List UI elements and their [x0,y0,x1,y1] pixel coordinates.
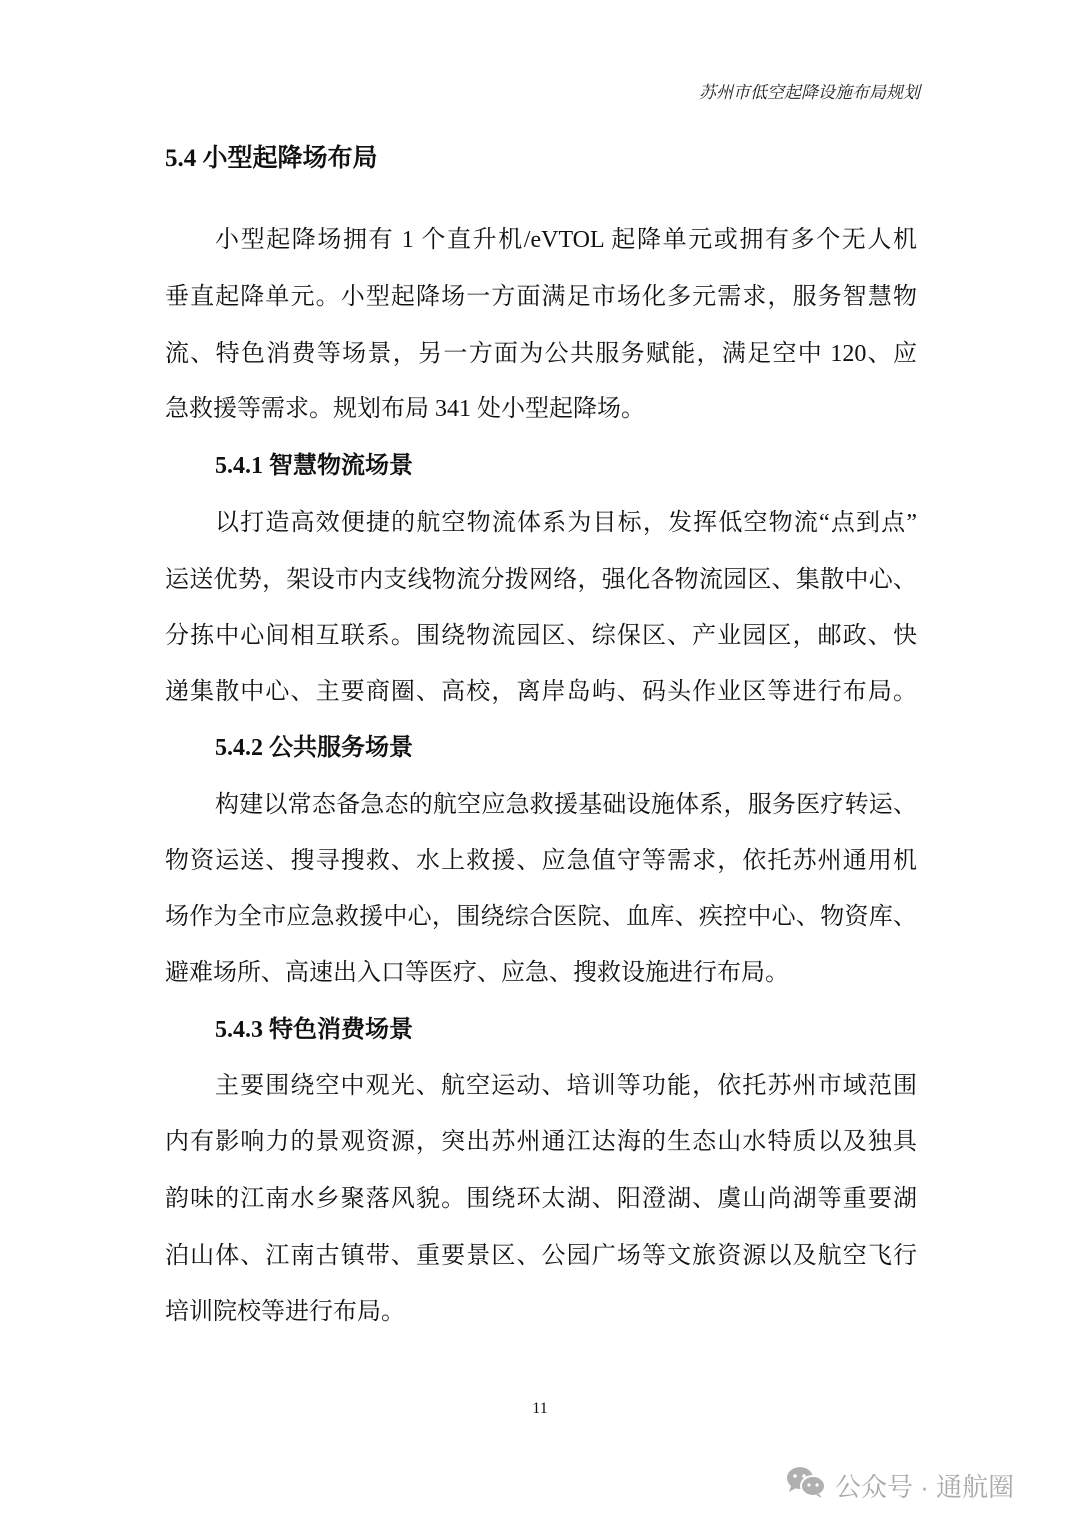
watermark-text: 公众号 · 通航圈 [835,1472,1015,1502]
paragraph-line: 避难场所、高速出入口等医疗、应急、搜救设施进行布局。 [165,960,789,986]
paragraph-line: 以打造高效便捷的航空物流体系为目标，发挥低空物流“点到点” [215,510,917,536]
paragraph-line: 分拣中心间相互联系。围绕物流园区、综保区、产业园区，邮政、快 [165,623,917,649]
paragraph-line: 急救援等需求。规划布局 341 处小型起降场。 [165,396,645,422]
paragraph-line: 培训院校等进行布局。 [165,1299,405,1325]
paragraph-line: 构建以常态备急态的航空应急救援基础设施体系，服务医疗转运、 [215,792,917,818]
paragraph-line: 运送优势，架设市内支线物流分拨网络，强化各物流园区、集散中心、 [165,567,917,593]
paragraph-line: 韵味的江南水乡聚落风貌。围绕环太湖、阳澄湖、虞山尚湖等重要湖 [165,1186,917,1212]
running-header: 苏州市低空起降设施布局规划 [699,83,920,102]
watermark [785,1465,1014,1506]
paragraph-line: 场作为全市应急救援中心，围绕综合医院、血库、疾控中心、物资库、 [165,904,917,930]
section-title: 5.4 小型起降场布局 [165,145,378,172]
paragraph-line: 泊山体、江南古镇带、重要景区、公园广场等文旅资源以及航空飞行 [165,1243,917,1269]
paragraph-line: 流、特色消费等场景，另一方面为公共服务赋能，满足空中 120、应 [165,341,917,367]
subsection-title: 5.4.2 公共服务场景 [215,735,413,761]
wechat-icon [785,1465,827,1506]
subsection-title: 5.4.1 智慧物流场景 [215,453,413,479]
subsection-title: 5.4.3 特色消费场景 [215,1017,413,1043]
paragraph-line: 主要围绕空中观光、航空运动、培训等功能，依托苏州市域范围 [215,1073,917,1099]
paragraph-line: 物资运送、搜寻搜救、水上救援、应急值守等需求，依托苏州通用机 [165,848,917,874]
page-number: 11 [532,1400,548,1417]
paragraph-line: 小型起降场拥有 1 个直升机/eVTOL 起降单元或拥有多个无人机 [215,227,917,253]
paragraph-line: 内有影响力的景观资源，突出苏州通江达海的生态山水特质以及独具 [165,1129,917,1155]
paragraph-line: 递集散中心、主要商圈、高校，离岸岛屿、码头作业区等进行布局。 [165,679,917,705]
paragraph-line: 垂直起降单元。小型起降场一方面满足市场化多元需求，服务智慧物 [165,284,917,310]
